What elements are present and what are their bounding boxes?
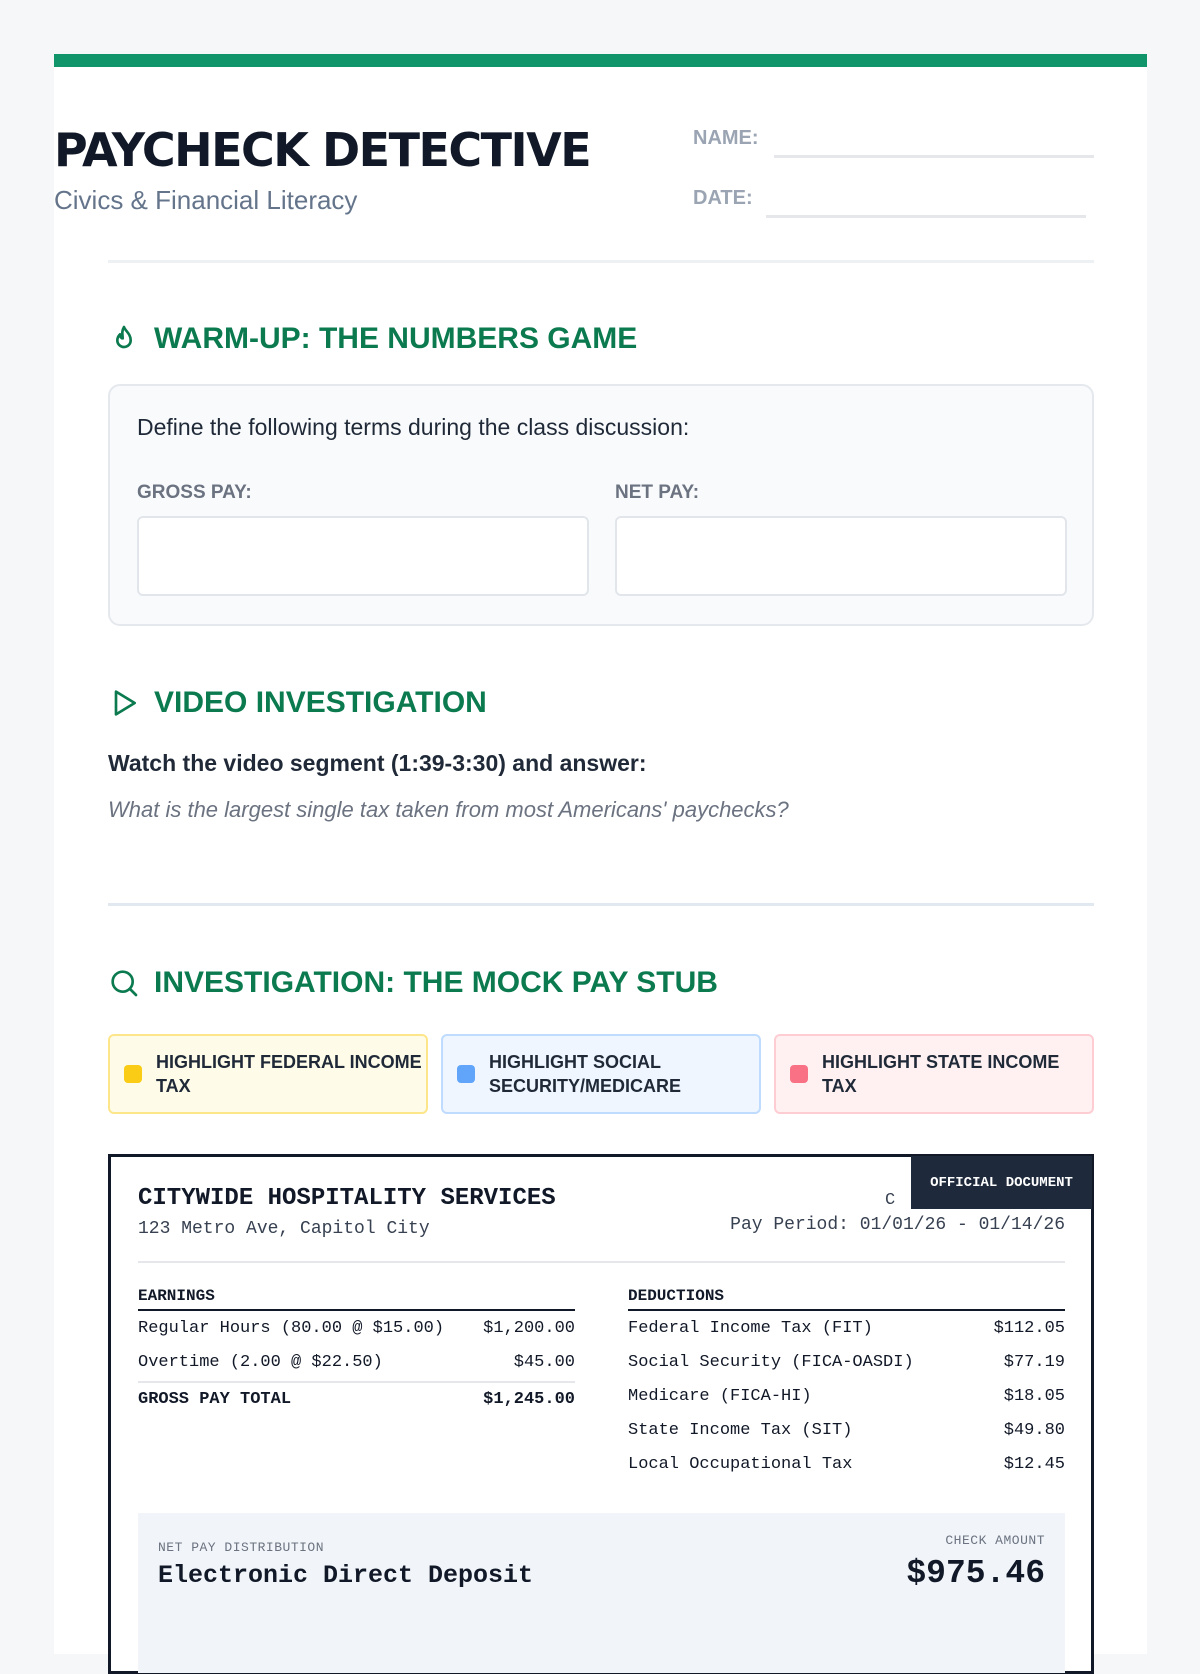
deduction-amount: $18.05 bbox=[1003, 1386, 1065, 1406]
deduction-amount: $77.19 bbox=[1003, 1352, 1065, 1372]
deduction-label: Local Occupational Tax bbox=[628, 1454, 853, 1474]
deduction-amount: $49.80 bbox=[1003, 1420, 1065, 1440]
deduction-amount: $112.05 bbox=[993, 1318, 1065, 1338]
mock-pay-stub bbox=[108, 1154, 1094, 1674]
deduction-row bbox=[628, 1447, 1065, 1481]
deduction-row bbox=[628, 1379, 1065, 1413]
name-label: NAME: bbox=[693, 127, 759, 149]
company-address: 123 Metro Ave, Capitol City bbox=[138, 1219, 430, 1239]
stub-divider bbox=[138, 1261, 1065, 1263]
check-amount-label: CHECK AMOUNT bbox=[945, 1533, 1045, 1548]
video-instruction: Watch the video segment (1:39-3:30) and answer: bbox=[108, 750, 647, 776]
investigation-title: INVESTIGATION: THE MOCK PAY STUB bbox=[154, 966, 718, 999]
blue-swatch-icon bbox=[457, 1065, 475, 1083]
date-label: DATE: bbox=[693, 187, 753, 209]
gross-pay-input[interactable] bbox=[137, 516, 589, 596]
highlight-fica-label: HIGHLIGHT SOCIAL SECURITY/MEDICARE bbox=[489, 1052, 682, 1096]
highlight-state-chip[interactable] bbox=[774, 1034, 1094, 1114]
header-divider bbox=[108, 260, 1094, 263]
date-field[interactable] bbox=[766, 215, 1086, 218]
earning-label: Overtime (2.00 @ $22.50) bbox=[138, 1352, 383, 1372]
warmup-title: WARM-UP: THE NUMBERS GAME bbox=[154, 322, 638, 355]
video-title: VIDEO INVESTIGATION bbox=[154, 686, 487, 719]
deductions-heading: DEDUCTIONS bbox=[628, 1287, 1065, 1311]
deduction-amount: $12.45 bbox=[1003, 1454, 1065, 1474]
earnings-heading: EARNINGS bbox=[138, 1287, 575, 1311]
earning-label: Regular Hours (80.00 @ $15.00) bbox=[138, 1318, 445, 1338]
earnings-column bbox=[138, 1287, 575, 1415]
company-name: CITYWIDE HOSPITALITY SERVICES bbox=[138, 1185, 556, 1212]
gross-pay-label: GROSS PAY: bbox=[137, 482, 252, 503]
section-divider bbox=[108, 903, 1094, 906]
page-title: PAYCHECK DETECTIVE bbox=[54, 123, 591, 177]
investigation-heading bbox=[108, 966, 718, 1000]
earning-row bbox=[138, 1311, 575, 1345]
highlight-fica-chip[interactable] bbox=[441, 1034, 761, 1114]
deduction-label: Medicare (FICA-HI) bbox=[628, 1386, 812, 1406]
yellow-swatch-icon bbox=[124, 1065, 142, 1083]
deduction-row bbox=[628, 1413, 1065, 1447]
earning-amount: $1,200.00 bbox=[483, 1318, 575, 1338]
pay-period: Pay Period: 01/01/26 - 01/14/26 bbox=[730, 1215, 1065, 1235]
video-question: What is the largest single tax taken from most Americans' paychecks? bbox=[108, 797, 789, 822]
worksheet-header bbox=[54, 55, 1040, 215]
net-distribution-method: Electronic Direct Deposit bbox=[158, 1561, 534, 1590]
gross-total-row bbox=[138, 1381, 575, 1415]
deduction-label: State Income Tax (SIT) bbox=[628, 1420, 853, 1440]
warmup-box bbox=[108, 384, 1094, 626]
check-amount: $975.46 bbox=[906, 1555, 1045, 1592]
gross-total-label: GROSS PAY TOTAL bbox=[138, 1389, 292, 1409]
red-swatch-icon bbox=[790, 1065, 808, 1083]
net-pay-label: NET PAY: bbox=[615, 482, 700, 503]
deductions-column bbox=[628, 1287, 1065, 1481]
deduction-row bbox=[628, 1311, 1065, 1345]
check-number: C bbox=[885, 1191, 896, 1210]
play-icon bbox=[108, 687, 140, 719]
gross-total-amount: $1,245.00 bbox=[483, 1389, 575, 1409]
flame-icon bbox=[108, 323, 140, 355]
highlight-state-label: HIGHLIGHT STATE INCOME TAX bbox=[822, 1052, 1060, 1096]
net-distribution-label: NET PAY DISTRIBUTION bbox=[158, 1540, 325, 1555]
deduction-label: Social Security (FICA-OASDI) bbox=[628, 1352, 914, 1372]
page-subtitle: Civics & Financial Literacy bbox=[54, 185, 358, 215]
warmup-heading bbox=[108, 322, 637, 356]
video-heading bbox=[108, 686, 487, 720]
deduction-label: Federal Income Tax (FIT) bbox=[628, 1318, 873, 1338]
earning-amount: $45.00 bbox=[513, 1352, 575, 1372]
earning-row bbox=[138, 1345, 575, 1379]
highlight-federal-chip[interactable] bbox=[108, 1034, 428, 1114]
deduction-row bbox=[628, 1345, 1065, 1379]
warmup-prompt: Define the following terms during the class discussion: bbox=[137, 414, 690, 440]
net-pay-distribution bbox=[138, 1513, 1065, 1673]
highlight-federal-label: HIGHLIGHT FEDERAL INCOME TAX bbox=[156, 1052, 422, 1096]
name-field[interactable] bbox=[774, 155, 1094, 158]
official-document-badge: OFFICIAL DOCUMENT bbox=[911, 1156, 1092, 1209]
search-icon bbox=[108, 967, 140, 999]
net-pay-input[interactable] bbox=[615, 516, 1067, 596]
